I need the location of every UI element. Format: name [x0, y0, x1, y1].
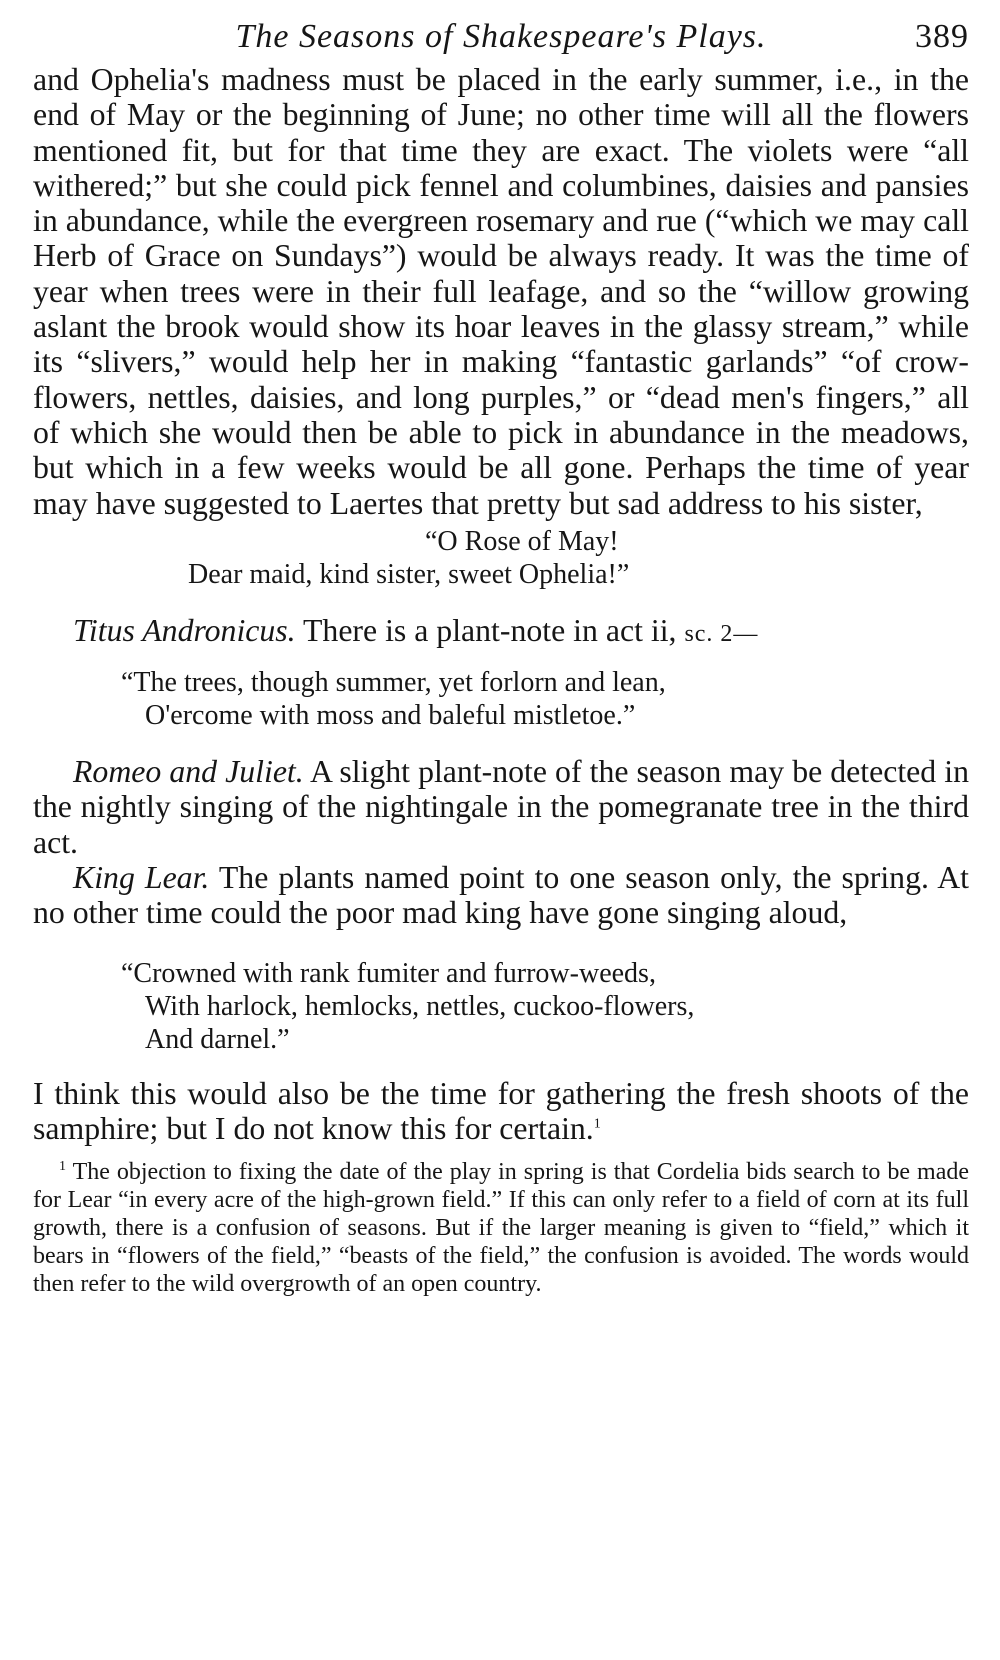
titus-scene: sc. 2—	[684, 620, 759, 647]
play-title-lear: King Lear.	[73, 860, 210, 896]
footnote-reference: 1	[593, 1116, 601, 1132]
paragraph-samphire	[33, 1076, 969, 1147]
book-page	[33, 18, 969, 1648]
running-head	[33, 18, 969, 62]
verse-line: “The trees, though summer, yet forlorn and lean,	[121, 667, 666, 699]
verse-line: O'ercome with moss and baleful mistletoe.”	[145, 700, 636, 732]
verse-lear	[33, 957, 969, 1056]
verse-line: “Crowned with rank fumiter and furrow-weeds,	[121, 957, 656, 989]
paragraph-romeo	[33, 754, 969, 860]
samphire-text: I think this would also be the time for gathering the fresh shoots of the samphire; but I do not know this for certain.	[33, 1075, 969, 1146]
titus-text: There is a plant-note in act ii,	[303, 612, 677, 648]
lear-text: The plants named point to one season only, the spring. At no other time could the poor mad king have gone singing aloud,	[33, 860, 969, 931]
play-title-titus: Titus Andronicus.	[73, 612, 296, 648]
verse-line: “O Rose of May!	[425, 525, 619, 557]
play-title-romeo: Romeo and Juliet.	[73, 754, 304, 790]
footnote-marker: 1	[59, 1159, 66, 1175]
footnote-text: The objection to fixing the date of the play in spring is that Cordelia bids search to be made for Lear “in every acre of the high-grown field.” If this can only refer to a field of corn at its full growth, there is a confusion of seasons. But if the larger meaning is given to “field,” which it bears in “flowers of the field,” “beasts of the field,” the confusion is avoided. The words would then refer to the wild overgrowth of an open country.	[33, 1159, 969, 1298]
running-title: The Seasons of Shakespeare's Plays.	[235, 18, 767, 55]
paragraph-lear	[33, 860, 969, 931]
page-number: 389	[915, 18, 969, 55]
footnote	[33, 1158, 969, 1298]
paragraph-hamlet: and Ophelia's madness must be placed in the early summer, i.e., in the end of May or the beginning of June; no other time will all the flowers mentioned fit, but for that time they are exact. The violets were “all withered;” but she could pick fennel and columbines, daisies and pansies in abundance, while the evergreen rosemary and rue (“which we may call Herb of Grace on Sundays”) would be always ready. It was the time of year when trees were in their full leafage, and so the “willow growing aslant the brook would show its hoar leaves in the glassy stream,” while its “slivers,” would help her in making “fantastic garlands” “of crow-flowers, nettles, daisies, and long purples,” or “dead men's fingers,” all of which she would then be able to pick in abundance in the meadows, but which in a few weeks would be all gone. Perhaps the time of year may have suggested to Laertes that pretty but sad address to his sister,	[33, 62, 969, 521]
verse-line: With harlock, hemlocks, nettles, cuckoo-flowers,	[145, 990, 695, 1022]
verse-rose-of-may	[33, 525, 969, 591]
verse-titus	[33, 666, 969, 732]
paragraph-titus	[33, 613, 969, 652]
verse-line: Dear maid, kind sister, sweet Ophelia!”	[188, 558, 630, 590]
romeo-text: A slight plant-note of the season may be detected in the nightly singing of the nightingale in the pomegranate tree in the third act.	[33, 754, 969, 860]
verse-line: And darnel.”	[145, 1023, 290, 1055]
